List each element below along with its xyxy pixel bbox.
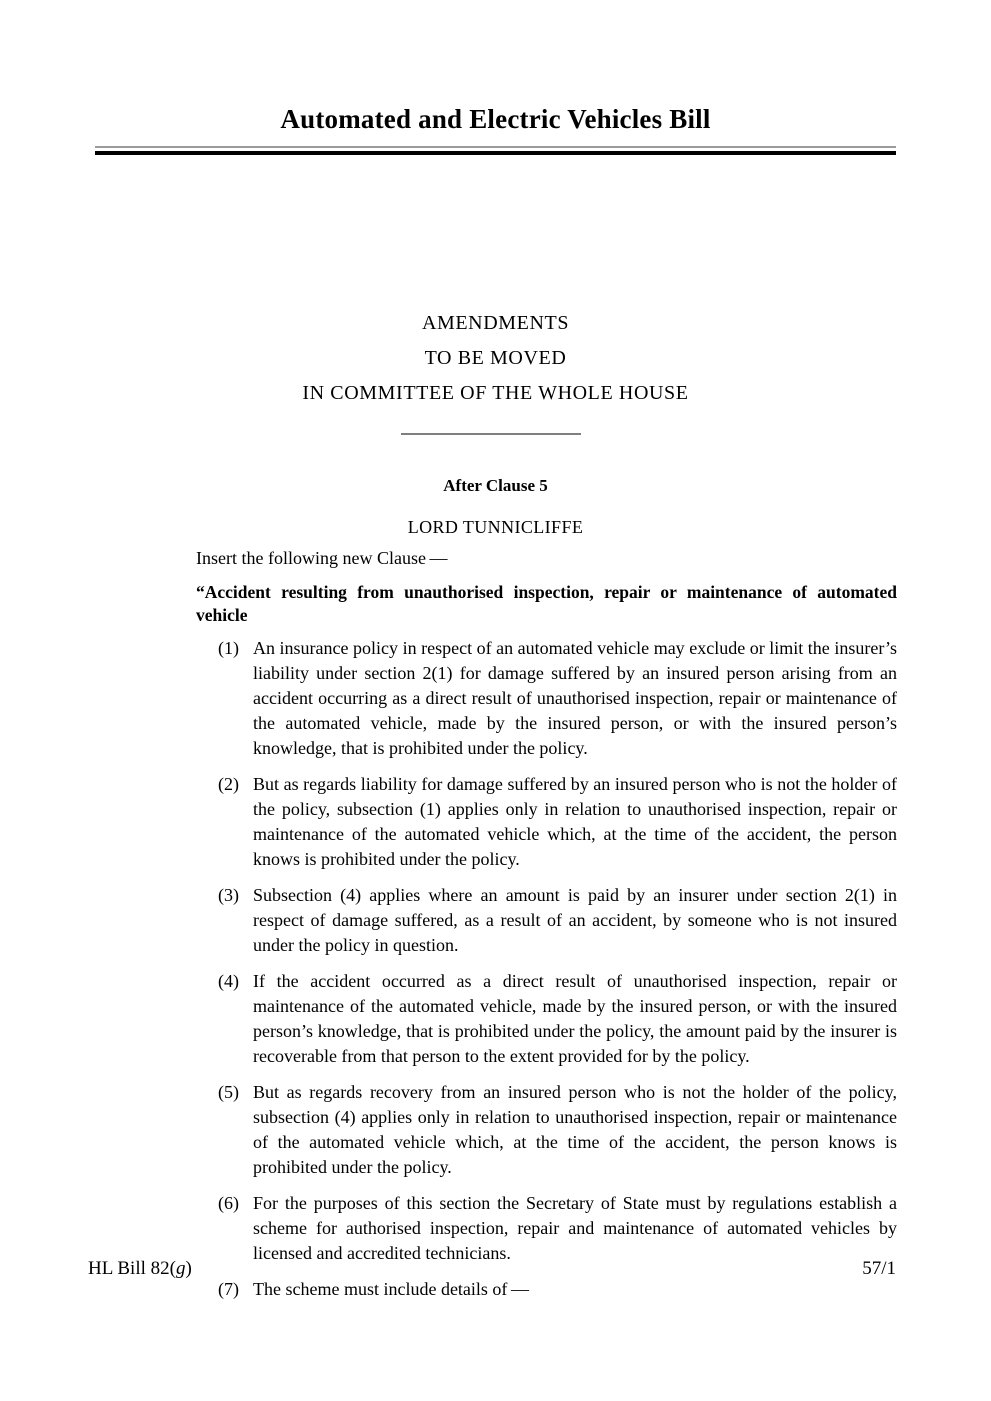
bill-identifier-letter: g	[175, 1258, 186, 1279]
subsection-number: (4)	[218, 971, 239, 991]
title-double-rule	[95, 146, 896, 155]
bill-identifier-suffix: )	[185, 1258, 192, 1279]
insert-instruction: Insert the following new Clause —	[196, 548, 448, 568]
subsection-number: (2)	[218, 774, 239, 794]
bill-identifier	[88, 1258, 192, 1280]
sponsor-name: LORD TUNNICLIFFE	[407, 517, 584, 537]
subsection-text: The scheme must include details of —	[253, 1279, 530, 1299]
amendment-line-3: IN COMMITTEE OF THE WHOLE HOUSE	[302, 382, 689, 404]
subsection-item	[196, 636, 897, 761]
page-title: Automated and Electric Vehicles Bill	[280, 104, 711, 134]
subsection-text: An insurance policy in respect of an automated vehicle may exclude or limit the insurer’s liability under section 2(1) for damage suffered by an insured person arising from an accident occurring as a direct result of unauthorised inspection, repair or maintenance of the automated vehicle, made by the insured person, or with the insured person’s knowledge, that is prohibited under the policy.	[253, 638, 897, 758]
subsection-text: For the purposes of this section the Secretary of State must by regulations establish a scheme for authorised inspection, repair and maintenance of automated vehicles by licensed and accredited technicians.	[253, 1193, 897, 1263]
section-divider	[401, 433, 581, 435]
subsection-number: (6)	[218, 1193, 239, 1213]
clause-reference-heading: After Clause 5	[443, 476, 548, 495]
subsection-text: If the accident occurred as a direct result of unauthorised inspection, repair or maintenance of the automated vehicle, made by the insured person, or with the insured person’s knowledge, that is prohibited under the policy, the amount paid by the insurer is recoverable from that person to the extent provided for by the policy.	[253, 971, 897, 1066]
page-number: 57/1	[862, 1258, 896, 1279]
subsection-list	[196, 636, 897, 1302]
page-footer	[88, 1258, 896, 1280]
amendment-header	[95, 306, 896, 411]
subsection-item	[196, 772, 897, 872]
amendment-line-1: AMENDMENTS	[421, 312, 570, 334]
new-clause-heading: “Accident resulting from unauthorised inspection, repair or maintenance of automated vehicle	[196, 582, 897, 625]
subsection-item	[196, 1277, 897, 1302]
subsection-number: (5)	[218, 1082, 239, 1102]
rule-thick-line	[95, 151, 896, 155]
subsection-text: But as regards recovery from an insured person who is not the holder of the policy, subsection (4) applies only in relation to unauthorised inspection, repair or maintenance of the automated vehicle which, at the time of the accident, the person knows is prohibited under the policy.	[253, 1082, 897, 1177]
subsection-item	[196, 1080, 897, 1180]
subsection-number: (3)	[218, 885, 239, 905]
amendment-line-2: TO BE MOVED	[424, 347, 567, 369]
subsection-number: (7)	[218, 1279, 239, 1299]
subsection-item	[196, 883, 897, 958]
bill-identifier-prefix: HL Bill 82(	[88, 1258, 176, 1279]
subsection-text: But as regards liability for damage suffered by an insured person who is not the holder of the policy, subsection (1) applies only in relation to unauthorised inspection, repair or maintenance of the automated vehicle which, at the time of the accident, the person knows is prohibited under the policy.	[253, 774, 897, 869]
subsection-item	[196, 969, 897, 1069]
subsection-item	[196, 1191, 897, 1266]
clause-body	[196, 545, 897, 1302]
subsection-number: (1)	[218, 638, 239, 658]
subsection-text: Subsection (4) applies where an amount is paid by an insurer under section 2(1) in respect of damage suffered, as a result of an accident, by someone who is not insured under the policy in question.	[253, 885, 897, 955]
